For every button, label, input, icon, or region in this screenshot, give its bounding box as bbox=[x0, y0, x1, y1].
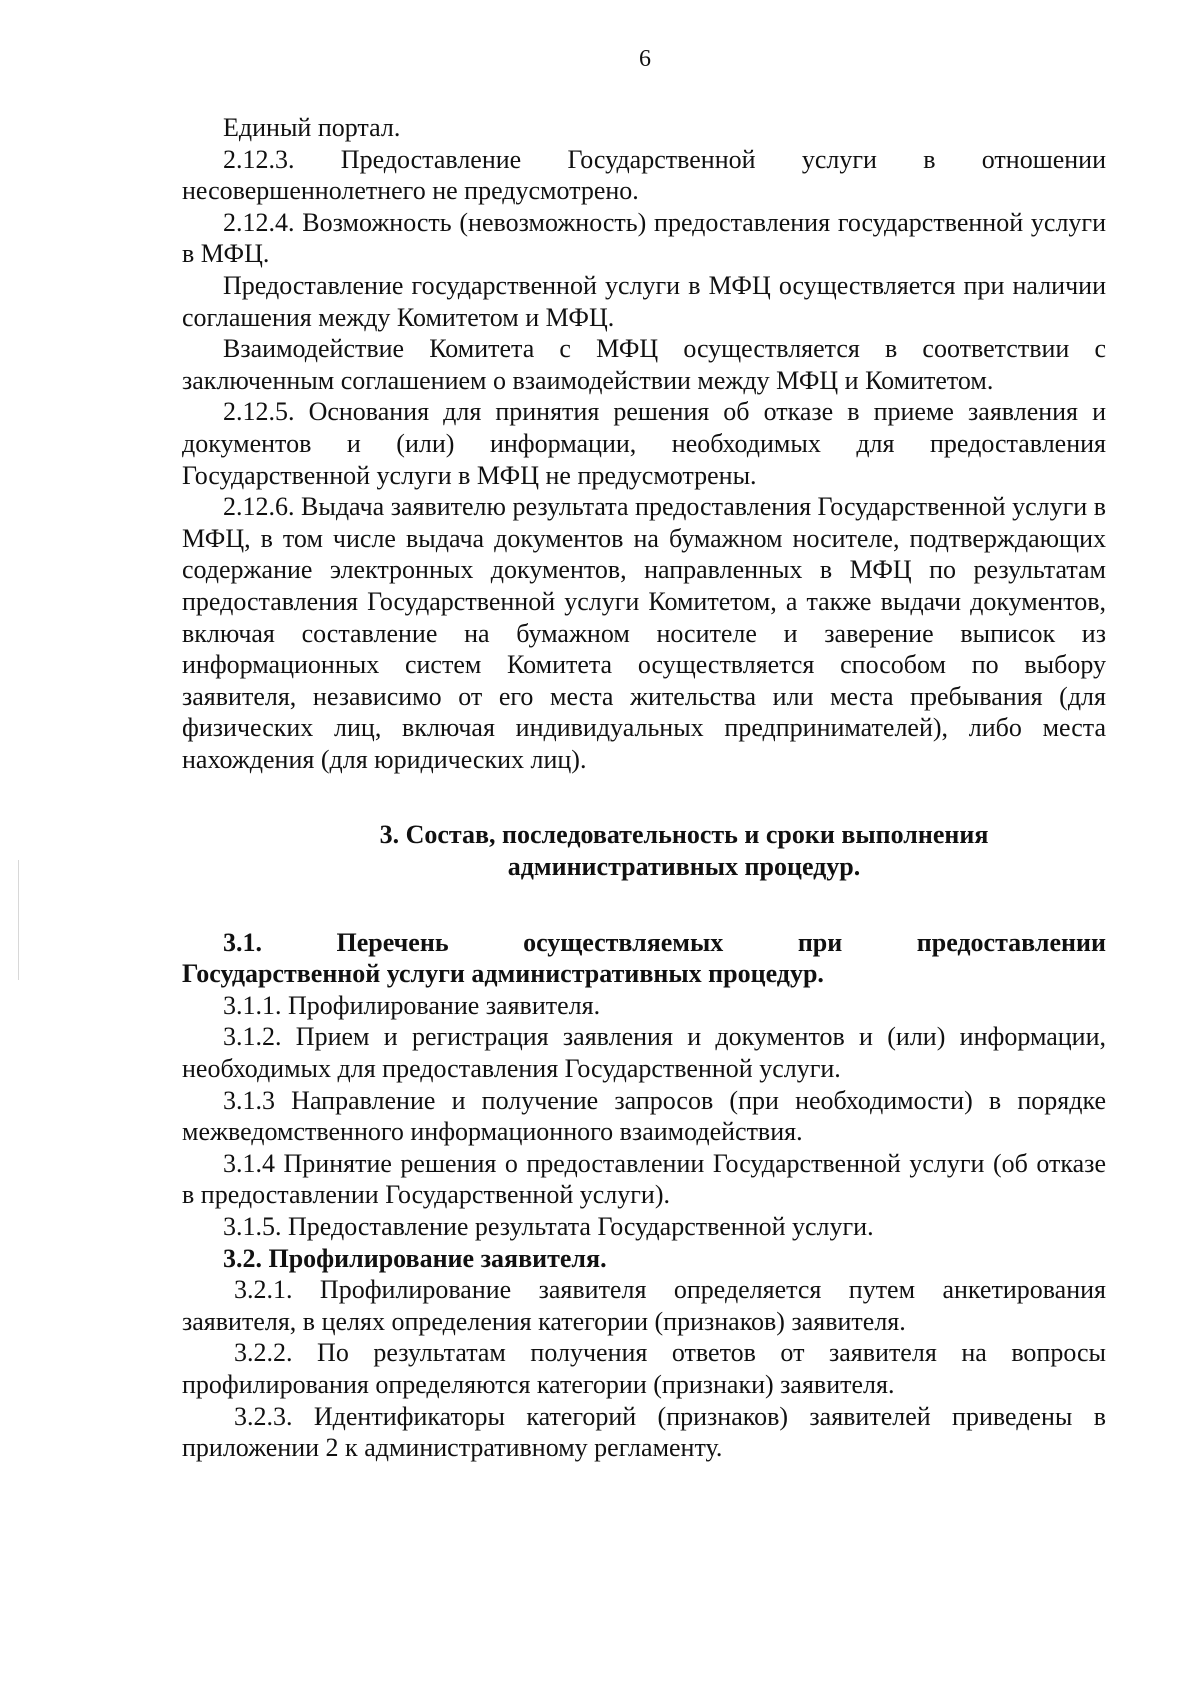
subsection-heading-word: 3.1. bbox=[223, 927, 262, 957]
paragraph: Единый портал. bbox=[223, 113, 401, 142]
paragraph: Взаимодействие Комитета с МФЦ осуществляется в соответствии с заключенным соглашением о взаимодействии между МФЦ и Комитетом. bbox=[182, 334, 1106, 395]
paragraph: 2.12.6. Выдача заявителю результата предоставления Государственной услуги в МФЦ, в том числе выдача документов на бумажном носителе, подтверждающих содержание электронных документов, направленных в МФЦ по результатам предоставления Государственной услуги Комитетом, а также выдачи документов, включая составление на бумажном носителе и заверение выписок из информационных систем Комитета осуществляется способом по выбору заявителя, независимо от его места жительства или места пребывания (для физических лиц, включая индивидуальных предпринимателей), либо места нахождения (для юридических лиц). bbox=[182, 492, 1106, 774]
section-heading bbox=[182, 819, 1106, 882]
list-item: 3.2.2. По результатам получения ответов от заявителя на вопросы профилирования определяются категории (признаки) заявителя. bbox=[182, 1338, 1106, 1399]
list-item: 3.2.3. Идентификаторы категорий (признаков) заявителей приведены в приложении 2 к административному регламенту. bbox=[182, 1401, 1106, 1463]
document-body bbox=[182, 112, 1106, 1464]
section-heading-line-1: 3. Состав, последовательность и сроки выполнения bbox=[379, 820, 989, 850]
list-item: 3.1.5. Предоставление результата Государственной услуги. bbox=[223, 1212, 874, 1241]
list-item: 3.1.3 Направление и получение запросов (при необходимости) в порядке межведомственного информационного взаимодействия. bbox=[182, 1085, 1106, 1147]
subsection-heading bbox=[182, 927, 1106, 990]
list-item: 3.1.1. Профилирование заявителя. bbox=[223, 990, 601, 1020]
scan-edge-mark bbox=[18, 860, 19, 980]
subsection-title: 3.2. Профилирование заявителя. bbox=[223, 1243, 607, 1273]
page-number: 6 bbox=[639, 46, 651, 72]
subsection-heading-word: осуществляемых bbox=[523, 927, 724, 957]
paragraph: Предоставление государственной услуги в МФЦ осуществляется при наличии соглашения между Комитетом и МФЦ. bbox=[182, 270, 1106, 332]
list-item: 3.1.2. Прием и регистрация заявления и документов и (или) информации, необходимых для предоставления Государственной услуги. bbox=[182, 1022, 1106, 1084]
paragraph: 2.12.5. Основания для принятия решения об отказе в приеме заявления и документов и (или) информации, необходимых для предоставления Государственной услуги в МФЦ не предусмотрены. bbox=[182, 397, 1106, 490]
list-item: 3.1.4 Принятие решения о предоставлении Государственной услуги (об отказе в предоставлении Государственной услуги). bbox=[182, 1148, 1106, 1210]
paragraph: 2.12.3. Предоставление Государственной услуги в отношении несовершеннолетнего не предусмотрено. bbox=[182, 144, 1106, 206]
list-item: 3.2.1. Профилирование заявителя определяется путем анкетирования заявителя, в целях определения категории (признаков) заявителя. bbox=[182, 1275, 1106, 1336]
subsection-heading-line-2: Государственной услуги административных процедур. bbox=[182, 959, 824, 989]
subsection-heading-word: Перечень bbox=[336, 927, 449, 957]
paragraph: 2.12.4. Возможность (невозможность) предоставления государственной услуги в МФЦ. bbox=[182, 207, 1106, 269]
subsection-heading-line-1 bbox=[182, 927, 1106, 959]
section-heading-line-2: административных процедур. bbox=[507, 852, 861, 882]
subsection-heading-word: при bbox=[797, 927, 843, 957]
subsection-heading-word: предоставлении bbox=[916, 927, 1106, 957]
